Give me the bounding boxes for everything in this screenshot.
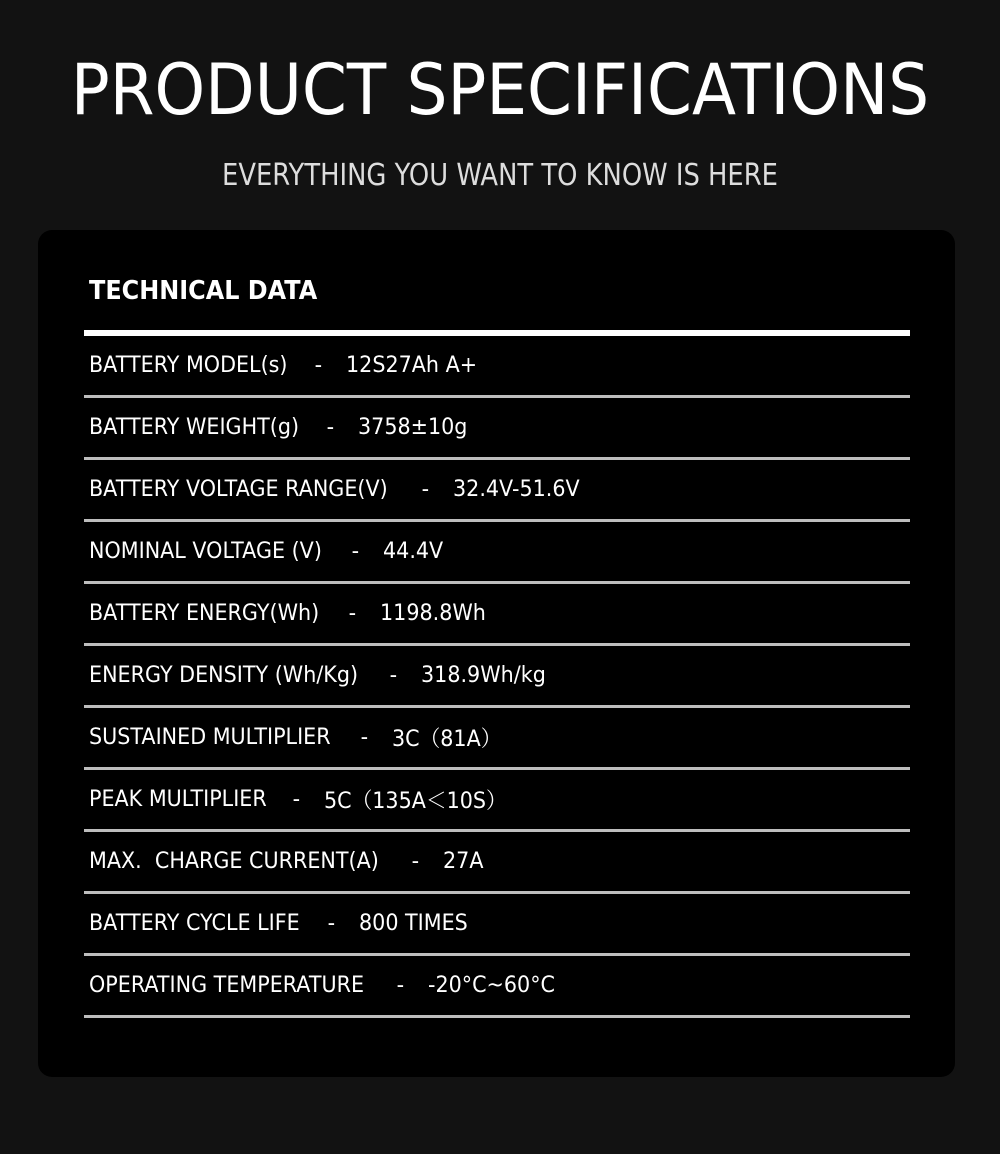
- page-title: PRODUCT SPECIFICATIONS: [70, 49, 930, 131]
- spec-row-voltage-range: [84, 460, 910, 522]
- card-heading: TECHNICAL DATA: [89, 276, 318, 306]
- spec-value: 12S27Ah A+: [346, 353, 478, 378]
- spec-label: PEAK MULTIPLIER: [89, 787, 267, 812]
- spec-separator: -: [327, 911, 336, 936]
- spec-value: 1198.8Wh: [379, 601, 486, 626]
- spec-row-operating-temperature: [84, 956, 910, 1018]
- spec-row-cycle-life: [84, 894, 910, 956]
- spec-row-nominal-voltage: [84, 522, 910, 584]
- spec-label: SUSTAINED MULTIPLIER: [89, 725, 331, 750]
- spec-label: BATTERY ENERGY(Wh): [89, 601, 320, 626]
- spec-value: 27A: [443, 849, 484, 874]
- spec-row-battery-model: [84, 336, 910, 398]
- spec-label: ENERGY DENSITY (Wh/Kg): [89, 663, 359, 688]
- spec-value: 3C（81A）: [391, 727, 502, 752]
- spec-label: BATTERY WEIGHT(g): [89, 415, 300, 440]
- spec-value: 800 TIMES: [359, 911, 468, 936]
- spec-value: 32.4V-51.6V: [452, 477, 580, 502]
- spec-value: 318.9Wh/kg: [421, 663, 547, 688]
- spec-separator: -: [292, 787, 301, 812]
- spec-separator: -: [411, 849, 420, 874]
- page-subtitle: EVERYTHING YOU WANT TO KNOW IS HERE: [222, 158, 778, 193]
- spec-label: BATTERY VOLTAGE RANGE(V): [89, 477, 388, 502]
- spec-label: BATTERY CYCLE LIFE: [89, 911, 300, 936]
- spec-separator: -: [396, 973, 404, 998]
- spec-row-peak-multiplier: [84, 770, 910, 832]
- spec-separator: -: [314, 353, 323, 378]
- spec-row-energy-density: [84, 646, 910, 708]
- spec-label: OPERATING TEMPERATURE: [89, 973, 365, 998]
- spec-value: -20°C~60°C: [427, 973, 555, 998]
- technical-data-card: [38, 230, 955, 1077]
- spec-value: 44.4V: [382, 539, 443, 564]
- spec-separator: -: [389, 663, 398, 688]
- spec-label: MAX. CHARGE CURRENT(A): [89, 849, 379, 874]
- spec-label: BATTERY MODEL(s): [89, 353, 288, 378]
- spec-separator: -: [348, 601, 357, 626]
- spec-row-battery-weight: [84, 398, 910, 460]
- spec-separator: -: [327, 415, 335, 440]
- spec-row-max-charge-current: [84, 832, 910, 894]
- spec-separator: -: [421, 477, 429, 502]
- spec-row-battery-energy: [84, 584, 910, 646]
- spec-value: 3758±10g: [358, 415, 468, 440]
- spec-value: 5C（135A＜10S）: [324, 789, 507, 814]
- spec-row-sustained-multiplier: [84, 708, 910, 770]
- spec-separator: -: [360, 725, 369, 750]
- spec-list: [84, 336, 910, 1018]
- spec-separator: -: [351, 539, 359, 564]
- spec-label: NOMINAL VOLTAGE (V): [89, 539, 322, 564]
